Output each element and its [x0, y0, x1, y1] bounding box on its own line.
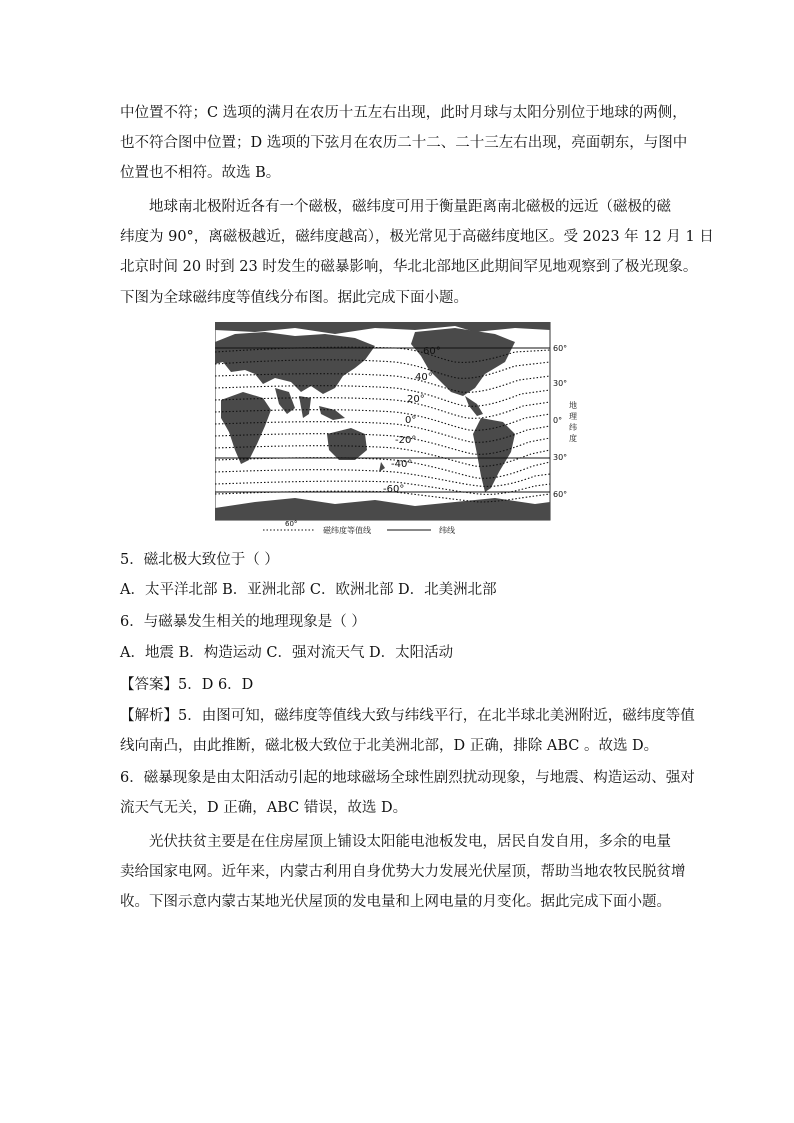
question-5: 5．磁北极大致位于（ ）: [120, 552, 279, 568]
analysis-line: 6．磁暴现象是由太阳活动引起的地球磁场全球性剧烈扰动现象，与地震、构造运动、强对: [120, 770, 695, 786]
text-line: 收。下图示意内蒙古某地光伏屋顶的发电量和上网电量的月变化。据此完成下面小题。: [120, 894, 671, 910]
text-line: 也不符合图中位置；D 选项的下弦月在农历二十二、二十三左右出现，亮面朝东，与图中: [120, 135, 688, 151]
map-legend: [263, 520, 455, 535]
text-line: 地球南北极附近各有一个磁极，磁纬度可用于衡量距离南北磁极的远近（磁极的磁: [149, 199, 671, 215]
legend-sample-value: 60°: [285, 520, 298, 528]
isoline-label: 60°: [423, 346, 441, 357]
legend-isoline-label: 磁纬度等值线: [323, 526, 371, 535]
text-line: 卖给国家电网。近年来，内蒙古利用自身优势大力发展光伏屋顶，帮助当地农牧民脱贫增: [120, 864, 686, 880]
latitude-label: 30°: [553, 379, 568, 388]
latitude-label: 60°: [553, 490, 568, 499]
text-line: 下图为全球磁纬度等值线分布图。据此完成下面小题。: [120, 290, 468, 306]
answer-line: 【答案】5．D 6．D: [120, 677, 254, 693]
question-5-options: A．太平洋北部 B．亚洲北部 C．欧洲北部 D．北美洲北部: [120, 582, 497, 598]
isoline-label: -40°: [391, 459, 413, 470]
text-line: 中位置不符；C 选项的满月在农历十五左右出现，此时月球与太阳分别位于地球的两侧，: [120, 105, 687, 121]
magnetic-latitude-map: [215, 322, 585, 540]
legend-latitude-label: 纬线: [439, 526, 455, 535]
isoline-label: -20°: [395, 435, 417, 446]
isoline-label: 40°: [415, 372, 433, 383]
analysis-line: 线向南凸，由此推断，磁北极大致位于北美洲北部，D 正确，排除 ABC 。故选 D。: [120, 738, 659, 754]
latitude-label: 30°: [553, 453, 568, 462]
latitude-label: 60°: [553, 344, 568, 353]
question-6-options: A．地震 B．构造运动 C．强对流天气 D．太阳活动: [120, 645, 454, 661]
isoline-label: 0°: [405, 415, 417, 426]
axis-title-char: 纬: [569, 423, 577, 432]
axis-title-char: 度: [569, 434, 577, 443]
isoline-label: -60°: [383, 484, 405, 495]
text-line: 北京时间 20 时到 23 时发生的磁暴影响，华北北部地区此期间罕见地观察到了极光现象。: [120, 259, 698, 275]
text-line: 纬度为 90°，离磁极越近，磁纬度越高），极光常见于高磁纬度地区。受 2023 年 12 月 1 日: [120, 229, 714, 245]
axis-title-char: 地: [569, 401, 577, 410]
analysis-line: 【解析】5．由图可知，磁纬度等值线大致与纬线平行，在北半球北美洲附近，磁纬度等值: [120, 708, 695, 724]
question-6: 6．与磁暴发生相关的地理现象是（ ）: [120, 614, 366, 630]
axis-title-char: 理: [569, 412, 577, 421]
latitude-label: 0°: [553, 416, 563, 425]
text-line: 光伏扶贫主要是在住房屋顶上铺设太阳能电池板发电，居民自发自用，多余的电量: [149, 834, 671, 850]
text-line: 位置也不相符。故选 B。: [120, 165, 281, 181]
analysis-line: 流天气无关，D 正确，ABC 错误，故选 D。: [120, 800, 408, 816]
isoline-label: 20°: [407, 394, 425, 405]
